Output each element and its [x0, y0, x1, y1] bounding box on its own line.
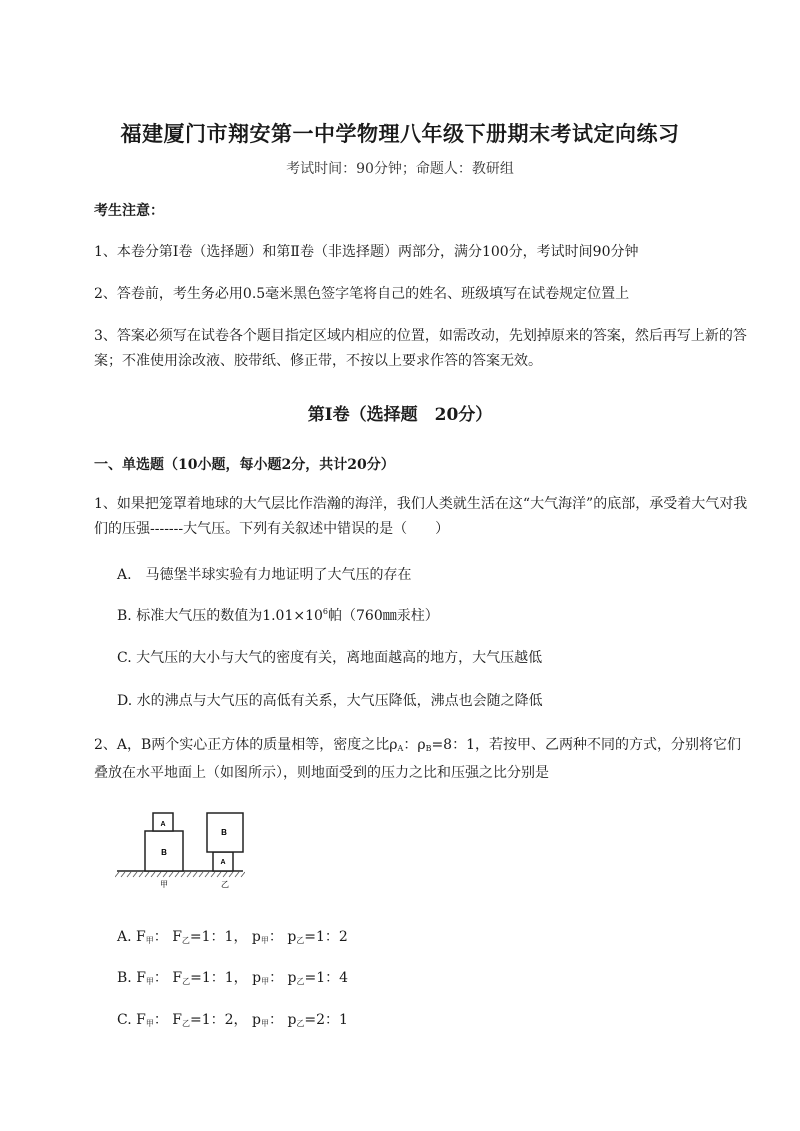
jia-label-b: B [161, 848, 167, 857]
yi-label-b: B [221, 828, 227, 837]
rho-a-subscript: A [397, 744, 404, 753]
ground-hatching [115, 872, 245, 877]
pressure-ratio: =1：4 [304, 970, 349, 986]
option-b-exponent: 6 [322, 607, 328, 616]
sym-p: p [252, 970, 262, 986]
option-b-unit: 帕（760㎜汞柱） [328, 608, 439, 624]
caption-jia: 甲 [160, 880, 168, 889]
question-2-stem [94, 733, 750, 786]
exam-subtitle: 考试时间：90分钟；命题人：教研组 [286, 161, 514, 177]
sym-f: F [172, 1012, 183, 1028]
question-1-option-b [117, 605, 439, 625]
sub-yi: 乙 [296, 936, 305, 945]
option-letter: B. [117, 970, 132, 986]
sym-p: p [287, 1012, 297, 1028]
pressure-ratio: =2：1 [304, 1012, 348, 1028]
sym-f: F [172, 970, 183, 986]
part-heading: 一、单选题（10小题，每小题2分，共计20分） [94, 457, 395, 473]
sub-jia: 甲 [145, 936, 154, 945]
colon: ： [153, 1012, 168, 1028]
option-b-text: B. 标准大气压的数值为1.01×10 [117, 608, 323, 624]
sub-jia: 甲 [261, 977, 270, 986]
sub-jia: 甲 [145, 1019, 154, 1028]
sym-p: p [287, 970, 297, 986]
rho-b-subscript: B [425, 744, 432, 753]
section-title: 第I卷（选择题 20分） [307, 405, 493, 425]
sym-f: F [136, 970, 146, 986]
caption-yi: 乙 [221, 880, 229, 889]
sub-jia: 甲 [145, 977, 154, 986]
question-1-option-a: A. 马德堡半球实验有力地证明了大气压的存在 [117, 567, 412, 583]
colon: ： [153, 970, 168, 986]
sym-p: p [252, 1012, 261, 1028]
sub-yi: 乙 [296, 1019, 305, 1028]
question-1-option-c: C. 大气压的大小与大气的密度有关，离地面越高的地方，大气压越低 [117, 650, 543, 666]
sym-f: F [136, 929, 146, 945]
option-letter: C. [117, 1012, 132, 1028]
question-1-option-d: D. 水的沸点与大气压的高低有关系，大气压降低，沸点也会随之降低 [117, 693, 543, 709]
q2-stem-part: =8：1，若按甲、乙两种不同的方式，分别将它们叠放在水平地面上（如图所示），则地面受到的压力之比和压强之比分别是 [94, 737, 741, 781]
question-1-stem: 1、如果把笼罩着地球的大气层比作浩瀚的海洋，我们人类就生活在这“大气海洋”的底部，承受着大气对我们的压强-------大气压。下列有关叙述中错误的是（ ） [94, 496, 748, 537]
notice-item-3: 3、答案必须写在试卷各个题目指定区域内相应的位置，如需改动，先划掉原来的答案，然后再写上新的答案；不准使用涂改液、胶带纸、修正带，不按以上要求作答的答案无效。 [94, 328, 747, 369]
sym-p: p [287, 929, 297, 945]
question-2-option-a [117, 926, 348, 946]
sym-f: F [136, 1012, 146, 1028]
sub-yi: 乙 [182, 977, 191, 986]
sub-yi: 乙 [181, 936, 190, 945]
colon: ： [269, 970, 284, 986]
sub-yi: 乙 [182, 1019, 191, 1028]
stacked-cubes-figure [115, 805, 245, 890]
force-ratio: =1：1， [189, 929, 248, 945]
exam-title: 福建厦门市翔安第一中学物理八年级下册期末考试定向练习 [120, 121, 680, 146]
question-2-option-c [117, 1009, 348, 1029]
sub-yi: 乙 [296, 977, 305, 986]
jia-label-a: A [160, 821, 166, 828]
sym-p: p [251, 929, 261, 945]
sub-jia: 甲 [260, 1019, 269, 1028]
colon: ： [268, 1012, 283, 1028]
yi-label-a: A [220, 859, 226, 866]
sym-f: F [172, 929, 182, 945]
sub-jia: 甲 [260, 936, 269, 945]
force-ratio: =1：2， [190, 1012, 248, 1028]
q2-stem-part: ：ρ [403, 737, 426, 753]
question-2-option-b [117, 967, 348, 987]
pressure-ratio: =1：2 [304, 929, 348, 945]
force-ratio: =1：1， [190, 970, 248, 986]
colon: ： [153, 929, 168, 945]
notice-item-1: 1、本卷分第I卷（选择题）和第Ⅱ卷（非选择题）两部分，满分100分，考试时间90分钟 [94, 244, 639, 260]
option-letter: A. [117, 929, 132, 945]
q2-stem-part: 2、A，B两个实心正方体的质量相等，密度之比ρ [94, 737, 398, 753]
colon: ： [268, 929, 283, 945]
notice-heading: 考生注意： [94, 203, 164, 219]
notice-item-2: 2、答卷前，考生务必用0.5毫米黑色签字笔将自己的姓名、班级填写在试卷规定位置上 [94, 286, 630, 302]
